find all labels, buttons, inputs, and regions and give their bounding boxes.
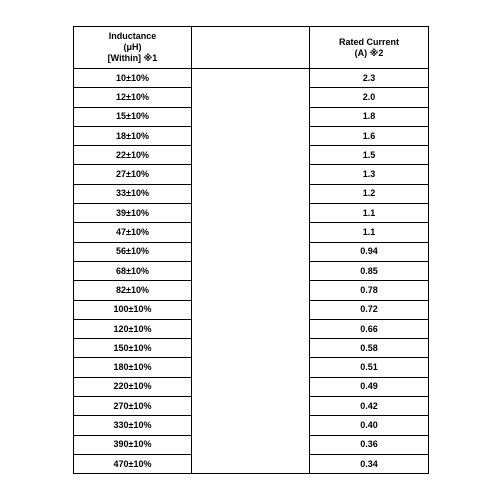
inductance-cell: 470±10% (74, 454, 192, 473)
rated-current-cell: 2.3 (310, 69, 429, 88)
blank-cell (192, 339, 310, 358)
inductance-cell: 12±10% (74, 88, 192, 107)
rated-current-cell: 1.3 (310, 165, 429, 184)
inductance-cell: 390±10% (74, 435, 192, 454)
rated-current-header-title: Rated Current (338, 36, 399, 47)
blank-cell (192, 261, 310, 280)
blank-cell (192, 69, 310, 88)
rated-current-cell: 0.58 (310, 339, 429, 358)
inductance-cell: 56±10% (74, 242, 192, 261)
inductance-cell: 47±10% (74, 223, 192, 242)
blank-cell (192, 223, 310, 242)
table-row (74, 261, 429, 280)
rated-current-cell: 1.6 (310, 126, 429, 145)
blank-cell (192, 454, 310, 473)
table-row (74, 107, 429, 126)
blank-cell (192, 242, 310, 261)
table-row (74, 146, 429, 165)
rated-current-cell: 0.72 (310, 300, 429, 319)
blank-cell (192, 435, 310, 454)
table-row (74, 416, 429, 435)
inductance-cell: 27±10% (74, 165, 192, 184)
inductance-header-title: Inductance (108, 31, 157, 41)
rated-current-cell: 2.0 (310, 88, 429, 107)
inductance-header-tolerance: [Within] ※1 (107, 53, 158, 63)
blank-cell (192, 319, 310, 338)
inductance-cell: 10±10% (74, 69, 192, 88)
table-body (74, 69, 429, 474)
table-row (74, 339, 429, 358)
rated-current-header-unit: (A) ※2 (354, 47, 384, 58)
blank-cell (192, 107, 310, 126)
rated-current-cell: 1.5 (310, 146, 429, 165)
table-row (74, 88, 429, 107)
table-row (74, 223, 429, 242)
blank-cell (192, 300, 310, 319)
header-row (74, 27, 429, 69)
blank-cell (192, 126, 310, 145)
rated-current-cell: 0.49 (310, 377, 429, 396)
rated-current-cell: 0.78 (310, 281, 429, 300)
blank-cell (192, 146, 310, 165)
rated-current-cell: 0.51 (310, 358, 429, 377)
inductor-spec-table (73, 26, 429, 474)
inductance-cell: 82±10% (74, 281, 192, 300)
table-row (74, 377, 429, 396)
table-row (74, 358, 429, 377)
table-row (74, 300, 429, 319)
inductance-cell: 180±10% (74, 358, 192, 377)
table-row (74, 281, 429, 300)
rated-current-cell: 0.66 (310, 319, 429, 338)
inductance-header-unit: (μH) (123, 42, 142, 52)
blank-cell (192, 358, 310, 377)
inductance-cell: 22±10% (74, 146, 192, 165)
blank-cell (192, 184, 310, 203)
blank-cell (192, 165, 310, 184)
inductance-cell: 150±10% (74, 339, 192, 358)
blank-cell (192, 281, 310, 300)
rated-current-cell: 0.94 (310, 242, 429, 261)
blank-header (192, 27, 310, 69)
blank-cell (192, 416, 310, 435)
table-row (74, 319, 429, 338)
blank-cell (192, 397, 310, 416)
rated-current-cell: 0.40 (310, 416, 429, 435)
rated-current-cell: 0.34 (310, 454, 429, 473)
rated-current-cell: 1.1 (310, 204, 429, 223)
inductance-cell: 68±10% (74, 261, 192, 280)
table-row (74, 435, 429, 454)
inductance-cell: 330±10% (74, 416, 192, 435)
inductance-cell: 15±10% (74, 107, 192, 126)
rated-current-cell: 0.36 (310, 435, 429, 454)
rated-current-cell: 0.85 (310, 261, 429, 280)
rated-current-header (310, 27, 429, 69)
inductance-cell: 39±10% (74, 204, 192, 223)
inductance-cell: 18±10% (74, 126, 192, 145)
inductance-cell: 120±10% (74, 319, 192, 338)
rated-current-cell: 1.1 (310, 223, 429, 242)
table-row (74, 454, 429, 473)
inductance-cell: 33±10% (74, 184, 192, 203)
table-row (74, 184, 429, 203)
table-row (74, 126, 429, 145)
rated-current-cell: 1.8 (310, 107, 429, 126)
rated-current-cell: 0.42 (310, 397, 429, 416)
table-row (74, 204, 429, 223)
blank-cell (192, 204, 310, 223)
inductance-cell: 270±10% (74, 397, 192, 416)
table-row (74, 397, 429, 416)
blank-cell (192, 88, 310, 107)
inductance-header (74, 27, 192, 69)
rated-current-cell: 1.2 (310, 184, 429, 203)
inductance-cell: 220±10% (74, 377, 192, 396)
blank-cell (192, 377, 310, 396)
table-row (74, 69, 429, 88)
table-row (74, 242, 429, 261)
table-row (74, 165, 429, 184)
inductance-cell: 100±10% (74, 300, 192, 319)
table-header (74, 27, 429, 69)
